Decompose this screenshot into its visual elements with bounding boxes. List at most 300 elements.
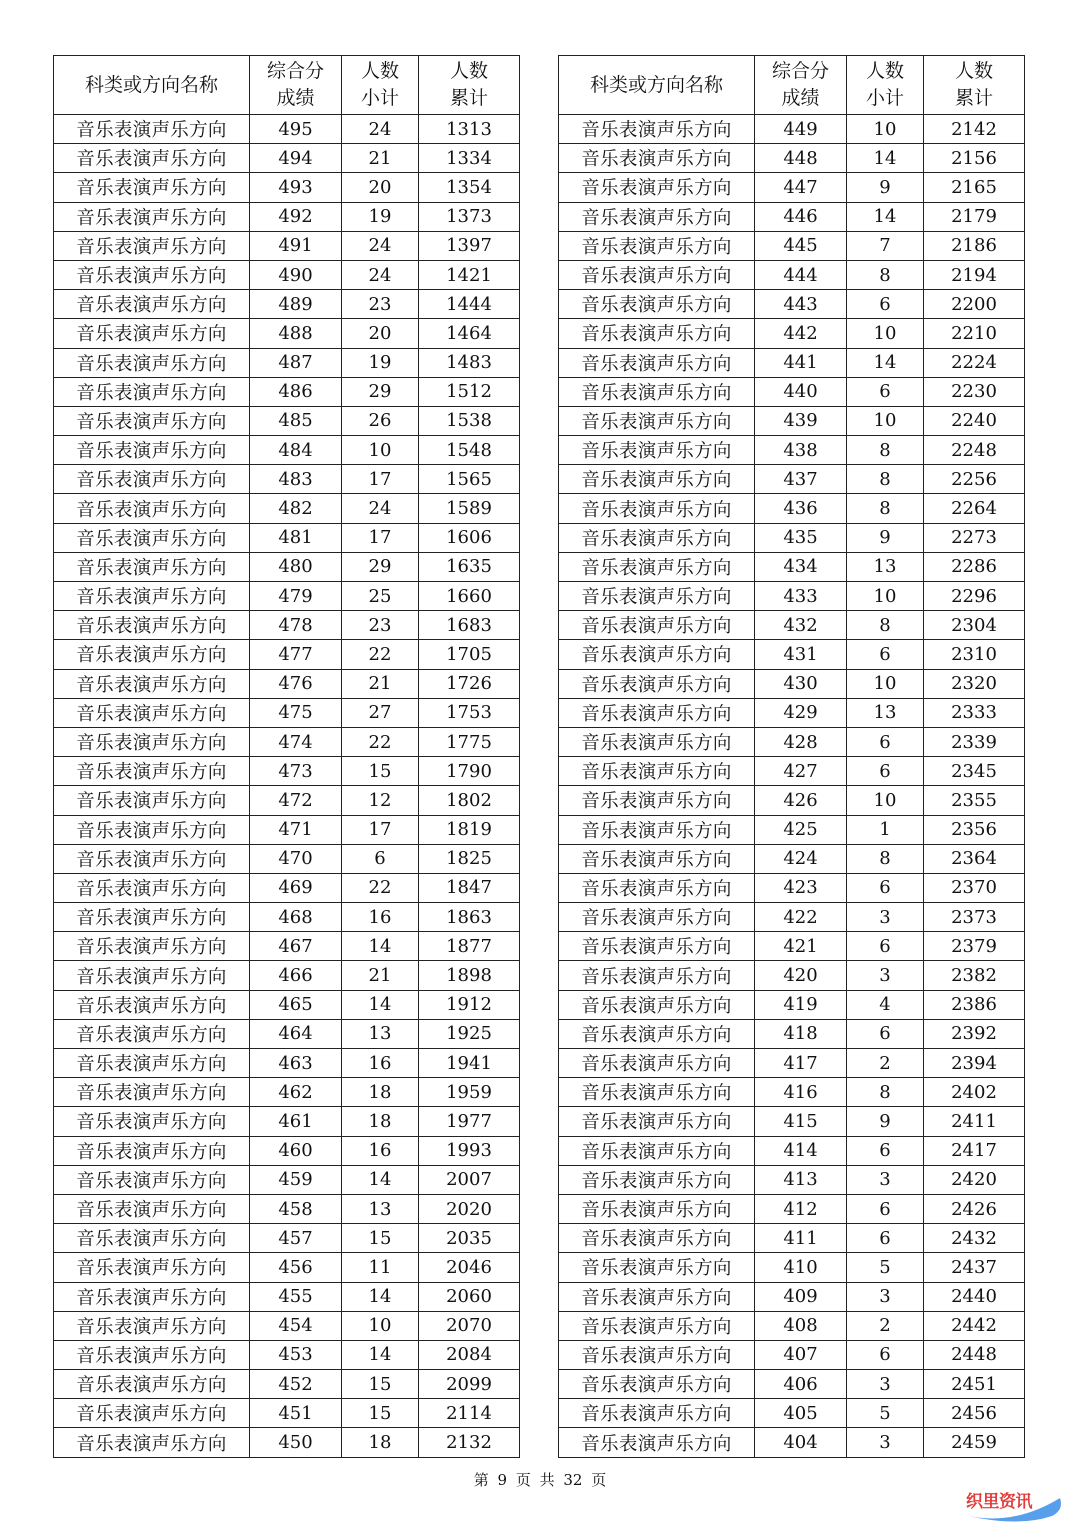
cell-cumulative: 1444 bbox=[419, 290, 520, 319]
cell-score: 451 bbox=[250, 1399, 342, 1428]
table-row bbox=[559, 1399, 1025, 1428]
cell-count: 24 bbox=[342, 115, 419, 144]
table-row bbox=[559, 231, 1025, 260]
cell-cumulative: 1512 bbox=[419, 377, 520, 406]
cell-cumulative: 1635 bbox=[419, 552, 520, 581]
cell-score: 445 bbox=[755, 231, 847, 260]
cell-score: 463 bbox=[250, 1049, 342, 1078]
cell-count: 18 bbox=[342, 1428, 419, 1457]
header-score: 综合分 成绩 bbox=[755, 56, 847, 115]
cell-score: 461 bbox=[250, 1107, 342, 1136]
cell-score: 437 bbox=[755, 465, 847, 494]
cell-name: 音乐表演声乐方向 bbox=[559, 1224, 755, 1253]
header-cumulative: 人数 累计 bbox=[419, 56, 520, 115]
cell-cumulative: 1313 bbox=[419, 115, 520, 144]
cell-cumulative: 1925 bbox=[419, 1019, 520, 1048]
cell-cumulative: 1538 bbox=[419, 406, 520, 435]
cell-count: 21 bbox=[342, 144, 419, 173]
cell-count: 16 bbox=[342, 1049, 419, 1078]
table-row bbox=[559, 260, 1025, 289]
cell-cumulative: 2200 bbox=[924, 290, 1025, 319]
table-row bbox=[54, 786, 520, 815]
table-row bbox=[559, 465, 1025, 494]
table-row bbox=[559, 494, 1025, 523]
table-row bbox=[54, 1370, 520, 1399]
cell-count: 7 bbox=[847, 231, 924, 260]
cell-cumulative: 2442 bbox=[924, 1311, 1025, 1340]
cell-cumulative: 2132 bbox=[419, 1428, 520, 1457]
table-row bbox=[54, 611, 520, 640]
cell-cumulative: 1898 bbox=[419, 961, 520, 990]
cell-count: 14 bbox=[847, 202, 924, 231]
table-row bbox=[54, 523, 520, 552]
table-row bbox=[559, 932, 1025, 961]
cell-cumulative: 2394 bbox=[924, 1049, 1025, 1078]
table-row bbox=[54, 1194, 520, 1223]
cell-name: 音乐表演声乐方向 bbox=[559, 377, 755, 406]
cell-count: 19 bbox=[342, 202, 419, 231]
cell-cumulative: 1565 bbox=[419, 465, 520, 494]
cell-count: 9 bbox=[847, 1107, 924, 1136]
cell-cumulative: 1775 bbox=[419, 727, 520, 756]
cell-score: 475 bbox=[250, 698, 342, 727]
cell-score: 458 bbox=[250, 1194, 342, 1223]
table-row bbox=[559, 786, 1025, 815]
table-row bbox=[54, 494, 520, 523]
cell-count: 8 bbox=[847, 844, 924, 873]
cell-score: 495 bbox=[250, 115, 342, 144]
cell-score: 448 bbox=[755, 144, 847, 173]
cell-count: 6 bbox=[847, 377, 924, 406]
cell-score: 425 bbox=[755, 815, 847, 844]
cell-count: 11 bbox=[342, 1253, 419, 1282]
cell-name: 音乐表演声乐方向 bbox=[54, 1019, 250, 1048]
cell-cumulative: 2256 bbox=[924, 465, 1025, 494]
table-row bbox=[559, 1078, 1025, 1107]
cell-count: 5 bbox=[847, 1253, 924, 1282]
cell-count: 18 bbox=[342, 1107, 419, 1136]
cell-count: 3 bbox=[847, 1370, 924, 1399]
cell-cumulative: 2007 bbox=[419, 1165, 520, 1194]
cell-cumulative: 1548 bbox=[419, 436, 520, 465]
cell-name: 音乐表演声乐方向 bbox=[54, 932, 250, 961]
cell-score: 467 bbox=[250, 932, 342, 961]
table-row bbox=[559, 1253, 1025, 1282]
cell-count: 16 bbox=[342, 1136, 419, 1165]
cell-score: 471 bbox=[250, 815, 342, 844]
cell-count: 19 bbox=[342, 348, 419, 377]
cell-count: 23 bbox=[342, 611, 419, 640]
cell-score: 443 bbox=[755, 290, 847, 319]
cell-score: 479 bbox=[250, 582, 342, 611]
cell-score: 485 bbox=[250, 406, 342, 435]
table-row bbox=[54, 144, 520, 173]
cell-cumulative: 1354 bbox=[419, 173, 520, 202]
table-row bbox=[54, 1224, 520, 1253]
cell-score: 450 bbox=[250, 1428, 342, 1457]
cell-score: 472 bbox=[250, 786, 342, 815]
cell-count: 1 bbox=[847, 815, 924, 844]
table-row bbox=[54, 1311, 520, 1340]
cell-count: 14 bbox=[342, 1165, 419, 1194]
table-row bbox=[54, 1165, 520, 1194]
cell-cumulative: 1421 bbox=[419, 260, 520, 289]
cell-count: 15 bbox=[342, 1399, 419, 1428]
cell-score: 488 bbox=[250, 319, 342, 348]
cell-name: 音乐表演声乐方向 bbox=[54, 377, 250, 406]
table-row bbox=[559, 1136, 1025, 1165]
cell-cumulative: 2432 bbox=[924, 1224, 1025, 1253]
cell-score: 487 bbox=[250, 348, 342, 377]
table-row bbox=[54, 231, 520, 260]
table-row bbox=[54, 1049, 520, 1078]
cell-score: 408 bbox=[755, 1311, 847, 1340]
cell-count: 10 bbox=[847, 582, 924, 611]
cell-name: 音乐表演声乐方向 bbox=[54, 582, 250, 611]
cell-name: 音乐表演声乐方向 bbox=[559, 1107, 755, 1136]
cell-name: 音乐表演声乐方向 bbox=[559, 465, 755, 494]
cell-count: 17 bbox=[342, 465, 419, 494]
cell-score: 483 bbox=[250, 465, 342, 494]
cell-count: 6 bbox=[847, 727, 924, 756]
cell-name: 音乐表演声乐方向 bbox=[54, 727, 250, 756]
cell-name: 音乐表演声乐方向 bbox=[559, 1282, 755, 1311]
cell-count: 8 bbox=[847, 260, 924, 289]
cell-name: 音乐表演声乐方向 bbox=[54, 406, 250, 435]
cell-score: 438 bbox=[755, 436, 847, 465]
cell-cumulative: 1847 bbox=[419, 873, 520, 902]
cell-count: 16 bbox=[342, 903, 419, 932]
table-row bbox=[54, 465, 520, 494]
cell-cumulative: 2070 bbox=[419, 1311, 520, 1340]
cell-cumulative: 2355 bbox=[924, 786, 1025, 815]
cell-name: 音乐表演声乐方向 bbox=[559, 319, 755, 348]
cell-count: 3 bbox=[847, 1165, 924, 1194]
cell-name: 音乐表演声乐方向 bbox=[559, 698, 755, 727]
cell-name: 音乐表演声乐方向 bbox=[559, 582, 755, 611]
cell-count: 25 bbox=[342, 582, 419, 611]
cell-score: 419 bbox=[755, 990, 847, 1019]
cell-name: 音乐表演声乐方向 bbox=[54, 1224, 250, 1253]
cell-cumulative: 1464 bbox=[419, 319, 520, 348]
cell-count: 3 bbox=[847, 903, 924, 932]
cell-cumulative: 2194 bbox=[924, 260, 1025, 289]
cell-cumulative: 2459 bbox=[924, 1428, 1025, 1457]
cell-name: 音乐表演声乐方向 bbox=[559, 260, 755, 289]
cell-name: 音乐表演声乐方向 bbox=[559, 552, 755, 581]
cell-score: 439 bbox=[755, 406, 847, 435]
cell-count: 9 bbox=[847, 523, 924, 552]
cell-name: 音乐表演声乐方向 bbox=[54, 1370, 250, 1399]
cell-cumulative: 2084 bbox=[419, 1340, 520, 1369]
cell-count: 24 bbox=[342, 260, 419, 289]
table-row bbox=[559, 990, 1025, 1019]
cell-name: 音乐表演声乐方向 bbox=[559, 1340, 755, 1369]
cell-cumulative: 1589 bbox=[419, 494, 520, 523]
cell-name: 音乐表演声乐方向 bbox=[54, 231, 250, 260]
table-row bbox=[54, 377, 520, 406]
cell-name: 音乐表演声乐方向 bbox=[54, 552, 250, 581]
cell-score: 435 bbox=[755, 523, 847, 552]
table-row bbox=[559, 523, 1025, 552]
cell-count: 10 bbox=[342, 1311, 419, 1340]
cell-name: 音乐表演声乐方向 bbox=[559, 115, 755, 144]
cell-name: 音乐表演声乐方向 bbox=[54, 1282, 250, 1311]
cell-name: 音乐表演声乐方向 bbox=[54, 990, 250, 1019]
cell-name: 音乐表演声乐方向 bbox=[559, 436, 755, 465]
cell-score: 427 bbox=[755, 757, 847, 786]
cell-cumulative: 1705 bbox=[419, 640, 520, 669]
table-row bbox=[54, 757, 520, 786]
cell-cumulative: 1941 bbox=[419, 1049, 520, 1078]
cell-count: 29 bbox=[342, 377, 419, 406]
cell-count: 6 bbox=[847, 1224, 924, 1253]
table-row bbox=[559, 552, 1025, 581]
cell-name: 音乐表演声乐方向 bbox=[54, 873, 250, 902]
cell-name: 音乐表演声乐方向 bbox=[559, 1311, 755, 1340]
table-row bbox=[559, 815, 1025, 844]
cell-score: 412 bbox=[755, 1194, 847, 1223]
cell-cumulative: 2060 bbox=[419, 1282, 520, 1311]
cell-count: 22 bbox=[342, 640, 419, 669]
page-footer: 第 9 页 共 32 页 bbox=[473, 1471, 607, 1489]
cell-count: 6 bbox=[847, 932, 924, 961]
cell-name: 音乐表演声乐方向 bbox=[559, 1136, 755, 1165]
cell-score: 444 bbox=[755, 260, 847, 289]
cell-name: 音乐表演声乐方向 bbox=[559, 202, 755, 231]
cell-cumulative: 2379 bbox=[924, 932, 1025, 961]
table-row bbox=[559, 436, 1025, 465]
cell-score: 493 bbox=[250, 173, 342, 202]
table-row bbox=[54, 319, 520, 348]
table-row bbox=[54, 1019, 520, 1048]
cell-score: 457 bbox=[250, 1224, 342, 1253]
cell-cumulative: 2224 bbox=[924, 348, 1025, 377]
cell-count: 3 bbox=[847, 1428, 924, 1457]
cell-score: 454 bbox=[250, 1311, 342, 1340]
cell-cumulative: 1683 bbox=[419, 611, 520, 640]
cell-score: 465 bbox=[250, 990, 342, 1019]
cell-name: 音乐表演声乐方向 bbox=[54, 640, 250, 669]
table-row bbox=[54, 961, 520, 990]
table-row bbox=[54, 698, 520, 727]
cell-score: 446 bbox=[755, 202, 847, 231]
cell-score: 430 bbox=[755, 669, 847, 698]
cell-name: 音乐表演声乐方向 bbox=[559, 494, 755, 523]
cell-count: 10 bbox=[847, 319, 924, 348]
watermark-text: 织里资讯 bbox=[966, 1492, 1032, 1512]
cell-score: 466 bbox=[250, 961, 342, 990]
cell-cumulative: 2364 bbox=[924, 844, 1025, 873]
table-row bbox=[54, 1136, 520, 1165]
cell-name: 音乐表演声乐方向 bbox=[559, 844, 755, 873]
cell-count: 8 bbox=[847, 436, 924, 465]
cell-score: 464 bbox=[250, 1019, 342, 1048]
cell-score: 468 bbox=[250, 903, 342, 932]
table-row bbox=[559, 903, 1025, 932]
cell-count: 17 bbox=[342, 815, 419, 844]
cell-cumulative: 2035 bbox=[419, 1224, 520, 1253]
table-row bbox=[559, 406, 1025, 435]
cell-cumulative: 1993 bbox=[419, 1136, 520, 1165]
cell-name: 音乐表演声乐方向 bbox=[559, 406, 755, 435]
cell-count: 4 bbox=[847, 990, 924, 1019]
cell-count: 8 bbox=[847, 1078, 924, 1107]
table-row bbox=[54, 115, 520, 144]
cell-count: 2 bbox=[847, 1311, 924, 1340]
cell-cumulative: 2264 bbox=[924, 494, 1025, 523]
cell-score: 433 bbox=[755, 582, 847, 611]
cell-score: 415 bbox=[755, 1107, 847, 1136]
table-row bbox=[559, 144, 1025, 173]
cell-name: 音乐表演声乐方向 bbox=[559, 873, 755, 902]
cell-count: 24 bbox=[342, 494, 419, 523]
cell-count: 9 bbox=[847, 173, 924, 202]
table-row bbox=[54, 1428, 520, 1457]
cell-cumulative: 2210 bbox=[924, 319, 1025, 348]
table-row bbox=[54, 582, 520, 611]
cell-cumulative: 1977 bbox=[419, 1107, 520, 1136]
cell-cumulative: 2240 bbox=[924, 406, 1025, 435]
cell-count: 6 bbox=[847, 290, 924, 319]
cell-score: 452 bbox=[250, 1370, 342, 1399]
cell-cumulative: 2179 bbox=[924, 202, 1025, 231]
cell-score: 482 bbox=[250, 494, 342, 523]
cell-count: 10 bbox=[847, 669, 924, 698]
cell-count: 6 bbox=[847, 873, 924, 902]
cell-score: 424 bbox=[755, 844, 847, 873]
cell-score: 407 bbox=[755, 1340, 847, 1369]
cell-score: 473 bbox=[250, 757, 342, 786]
cell-cumulative: 2046 bbox=[419, 1253, 520, 1282]
cell-score: 441 bbox=[755, 348, 847, 377]
cell-cumulative: 2310 bbox=[924, 640, 1025, 669]
cell-name: 音乐表演声乐方向 bbox=[559, 1399, 755, 1428]
cell-name: 音乐表演声乐方向 bbox=[54, 202, 250, 231]
cell-score: 414 bbox=[755, 1136, 847, 1165]
cell-score: 491 bbox=[250, 231, 342, 260]
cell-score: 418 bbox=[755, 1019, 847, 1048]
cell-cumulative: 2339 bbox=[924, 727, 1025, 756]
table-row bbox=[54, 990, 520, 1019]
cell-cumulative: 1790 bbox=[419, 757, 520, 786]
cell-cumulative: 2345 bbox=[924, 757, 1025, 786]
cell-cumulative: 2411 bbox=[924, 1107, 1025, 1136]
table-row bbox=[54, 815, 520, 844]
score-table-left bbox=[53, 55, 520, 1458]
cell-cumulative: 2448 bbox=[924, 1340, 1025, 1369]
table-row bbox=[54, 406, 520, 435]
cell-name: 音乐表演声乐方向 bbox=[54, 1253, 250, 1282]
cell-count: 14 bbox=[847, 348, 924, 377]
table-row bbox=[54, 873, 520, 902]
table-row bbox=[54, 1340, 520, 1369]
cell-name: 音乐表演声乐方向 bbox=[54, 1136, 250, 1165]
table-row bbox=[54, 260, 520, 289]
cell-score: 490 bbox=[250, 260, 342, 289]
cell-cumulative: 2370 bbox=[924, 873, 1025, 902]
cell-cumulative: 2426 bbox=[924, 1194, 1025, 1223]
cell-name: 音乐表演声乐方向 bbox=[54, 1107, 250, 1136]
cell-name: 音乐表演声乐方向 bbox=[559, 932, 755, 961]
table-row bbox=[54, 903, 520, 932]
cell-count: 20 bbox=[342, 319, 419, 348]
cell-score: 440 bbox=[755, 377, 847, 406]
cell-name: 音乐表演声乐方向 bbox=[54, 757, 250, 786]
table-row bbox=[54, 1078, 520, 1107]
cell-count: 24 bbox=[342, 231, 419, 260]
cell-score: 416 bbox=[755, 1078, 847, 1107]
cell-cumulative: 1912 bbox=[419, 990, 520, 1019]
table-row bbox=[54, 844, 520, 873]
cell-count: 15 bbox=[342, 757, 419, 786]
cell-cumulative: 2402 bbox=[924, 1078, 1025, 1107]
cell-count: 13 bbox=[847, 698, 924, 727]
table-row bbox=[559, 1165, 1025, 1194]
cell-cumulative: 2304 bbox=[924, 611, 1025, 640]
cell-name: 音乐表演声乐方向 bbox=[54, 903, 250, 932]
cell-score: 455 bbox=[250, 1282, 342, 1311]
table-row bbox=[54, 1107, 520, 1136]
cell-score: 410 bbox=[755, 1253, 847, 1282]
cell-name: 音乐表演声乐方向 bbox=[54, 319, 250, 348]
cell-score: 413 bbox=[755, 1165, 847, 1194]
cell-score: 423 bbox=[755, 873, 847, 902]
cell-name: 音乐表演声乐方向 bbox=[559, 815, 755, 844]
cell-name: 音乐表演声乐方向 bbox=[559, 144, 755, 173]
cell-name: 音乐表演声乐方向 bbox=[559, 786, 755, 815]
cell-name: 音乐表演声乐方向 bbox=[54, 1399, 250, 1428]
cell-name: 音乐表演声乐方向 bbox=[54, 260, 250, 289]
cell-cumulative: 1825 bbox=[419, 844, 520, 873]
cell-cumulative: 1726 bbox=[419, 669, 520, 698]
table-body-right bbox=[559, 115, 1025, 1458]
table-row bbox=[559, 290, 1025, 319]
table-row bbox=[559, 202, 1025, 231]
cell-cumulative: 2230 bbox=[924, 377, 1025, 406]
cell-score: 456 bbox=[250, 1253, 342, 1282]
cell-cumulative: 1334 bbox=[419, 144, 520, 173]
cell-score: 470 bbox=[250, 844, 342, 873]
cell-count: 22 bbox=[342, 873, 419, 902]
table-row bbox=[559, 844, 1025, 873]
cell-name: 音乐表演声乐方向 bbox=[559, 990, 755, 1019]
cell-name: 音乐表演声乐方向 bbox=[54, 173, 250, 202]
cell-score: 404 bbox=[755, 1428, 847, 1457]
cell-count: 6 bbox=[847, 640, 924, 669]
table-row bbox=[559, 1107, 1025, 1136]
cell-score: 478 bbox=[250, 611, 342, 640]
cell-name: 音乐表演声乐方向 bbox=[54, 1194, 250, 1223]
table-row bbox=[559, 1049, 1025, 1078]
table-row bbox=[559, 669, 1025, 698]
table-row bbox=[54, 640, 520, 669]
cell-name: 音乐表演声乐方向 bbox=[559, 669, 755, 698]
cell-score: 494 bbox=[250, 144, 342, 173]
cell-count: 2 bbox=[847, 1049, 924, 1078]
cell-cumulative: 2186 bbox=[924, 231, 1025, 260]
table-row bbox=[54, 1399, 520, 1428]
watermark-logo bbox=[956, 1484, 1068, 1522]
cell-name: 音乐表演声乐方向 bbox=[559, 1049, 755, 1078]
cell-cumulative: 2273 bbox=[924, 523, 1025, 552]
cell-name: 音乐表演声乐方向 bbox=[559, 1165, 755, 1194]
cell-name: 音乐表演声乐方向 bbox=[54, 815, 250, 844]
cell-count: 21 bbox=[342, 669, 419, 698]
cell-score: 428 bbox=[755, 727, 847, 756]
cell-cumulative: 2451 bbox=[924, 1370, 1025, 1399]
cell-cumulative: 2165 bbox=[924, 173, 1025, 202]
